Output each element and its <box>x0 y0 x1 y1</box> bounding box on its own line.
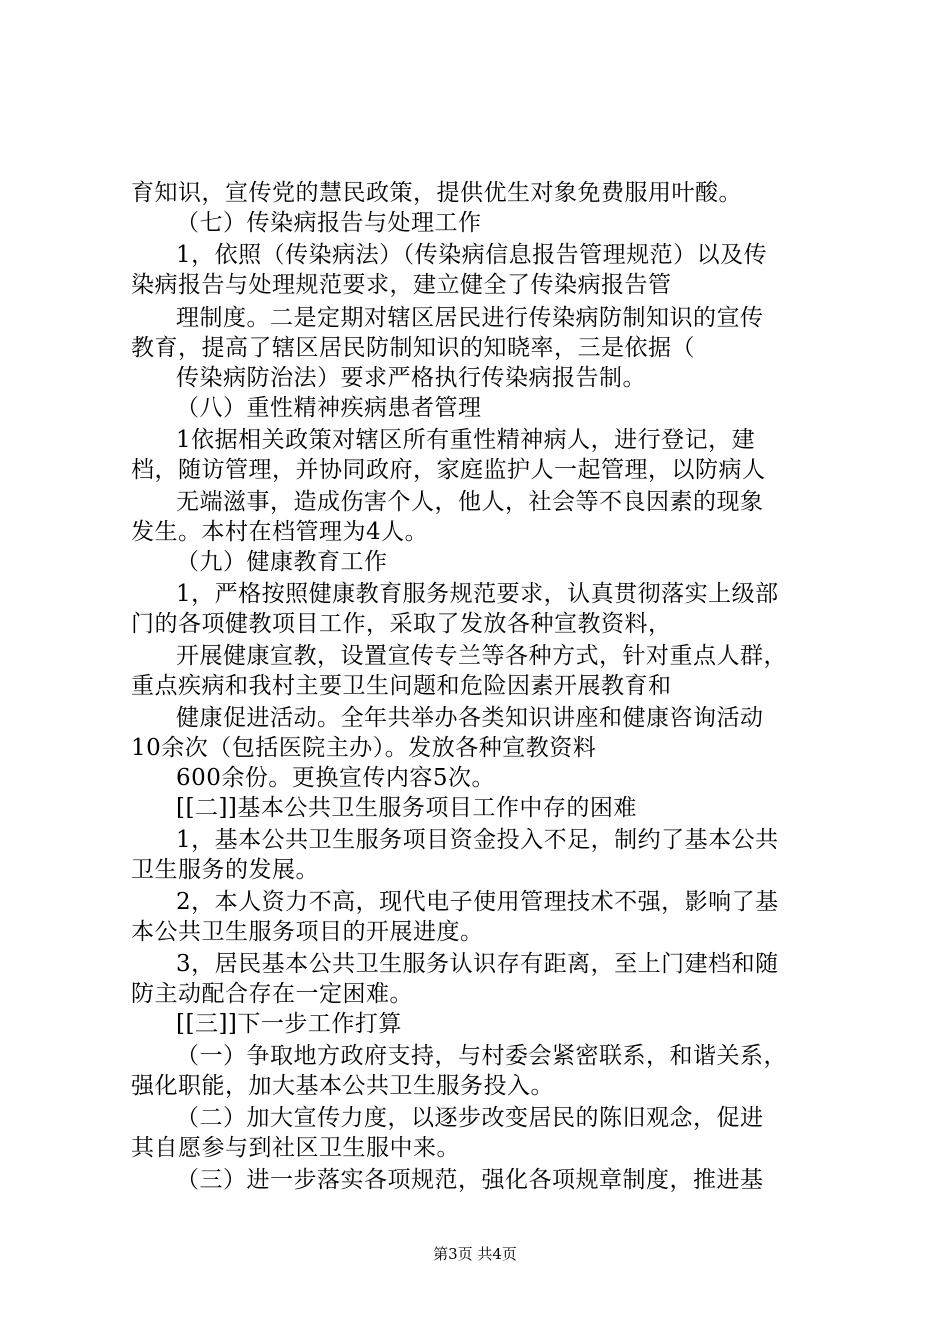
section-heading: [[二]]基本公共卫生服务项目工作中存的困难 <box>176 795 637 821</box>
section-heading: （七）传染病报告与处理工作 <box>176 210 482 236</box>
section-heading: [[三]]下一步工作打算 <box>176 1011 402 1037</box>
text-line: 无端滋事，造成伤害个人，他人，社会等不良因素的现象 <box>176 489 764 515</box>
text-line: （一）争取地方政府支持，与村委会紧密联系，和谐关系， <box>176 1043 787 1069</box>
text-line: 1，严格按照健康教育服务规范要求，认真贯彻落实上级部 <box>176 581 779 607</box>
page-footer: 第3页 共4页 <box>433 1245 517 1263</box>
text-line: 健康促进活动。全年共举办各类知识讲座和健康咨询活动 <box>176 705 764 731</box>
section-heading: （九）健康教育工作 <box>176 549 388 575</box>
text-line: 3，居民基本公共卫生服务认识存有距离，至上门建档和随 <box>176 951 779 977</box>
text-line: 1，基本公共卫生服务项目资金投入不足，制约了基本公共 <box>176 827 779 853</box>
text-line: 卫生服务的发展。 <box>131 857 319 883</box>
text-line: 1依据相关政策对辖区所有重性精神病人，进行登记，建 <box>176 427 756 453</box>
text-line: 理制度。二是定期对辖区居民进行传染病防制知识的宣传 <box>176 305 764 331</box>
text-line: 本公共卫生服务项目的开展进度。 <box>131 919 484 945</box>
text-line: 育知识，宣传党的慧民政策，提供优生对象免费服用叶酸。 <box>131 180 742 206</box>
section-heading: （八）重性精神疾病患者管理 <box>176 395 482 421</box>
text-line: 防主动配合存在一定困难。 <box>131 981 413 1007</box>
text-line: 染病报告与处理规范要求，建立健全了传染病报告管 <box>131 272 672 298</box>
text-line: 传染病防治法）要求严格执行传染病报告制。 <box>176 365 646 391</box>
text-line: 档，随访管理，并协同政府，家庭监护人一起管理，以防病人 <box>131 457 766 483</box>
text-line: 重点疾病和我村主要卫生问题和危险因素开展教育和 <box>131 673 672 699</box>
text-line: 教育，提高了辖区居民防制知识的知晓率，三是依据（ <box>131 335 695 361</box>
text-line: 发生。本村在档管理为4人。 <box>131 519 429 545</box>
text-line: 600余份。更换宣传内容5次。 <box>176 765 496 791</box>
text-line: 门的各项健教项目工作，采取了发放各种宣教资料， <box>131 611 672 637</box>
text-line: （三）进一步落实各项规范，强化各项规章制度，推进基 <box>176 1167 764 1193</box>
text-line: 开展健康宣教，设置宣传专兰等各种方式，针对重点人群， <box>176 643 787 669</box>
text-line: 其自愿参与到社区卫生服中来。 <box>131 1135 460 1161</box>
text-line: 10余次（包括医院主办）。发放各种宣教资料 <box>131 735 597 761</box>
text-line: （二）加大宣传力度，以逐步改变居民的陈旧观念，促进 <box>176 1105 764 1131</box>
text-line: 1，依照（传染病法）（传染病信息报告管理规范）以及传 <box>176 242 768 268</box>
text-line: 强化职能，加大基本公共卫生服务投入。 <box>131 1073 554 1099</box>
text-line: 2，本人资力不高，现代电子使用管理技术不强，影响了基 <box>176 889 779 915</box>
